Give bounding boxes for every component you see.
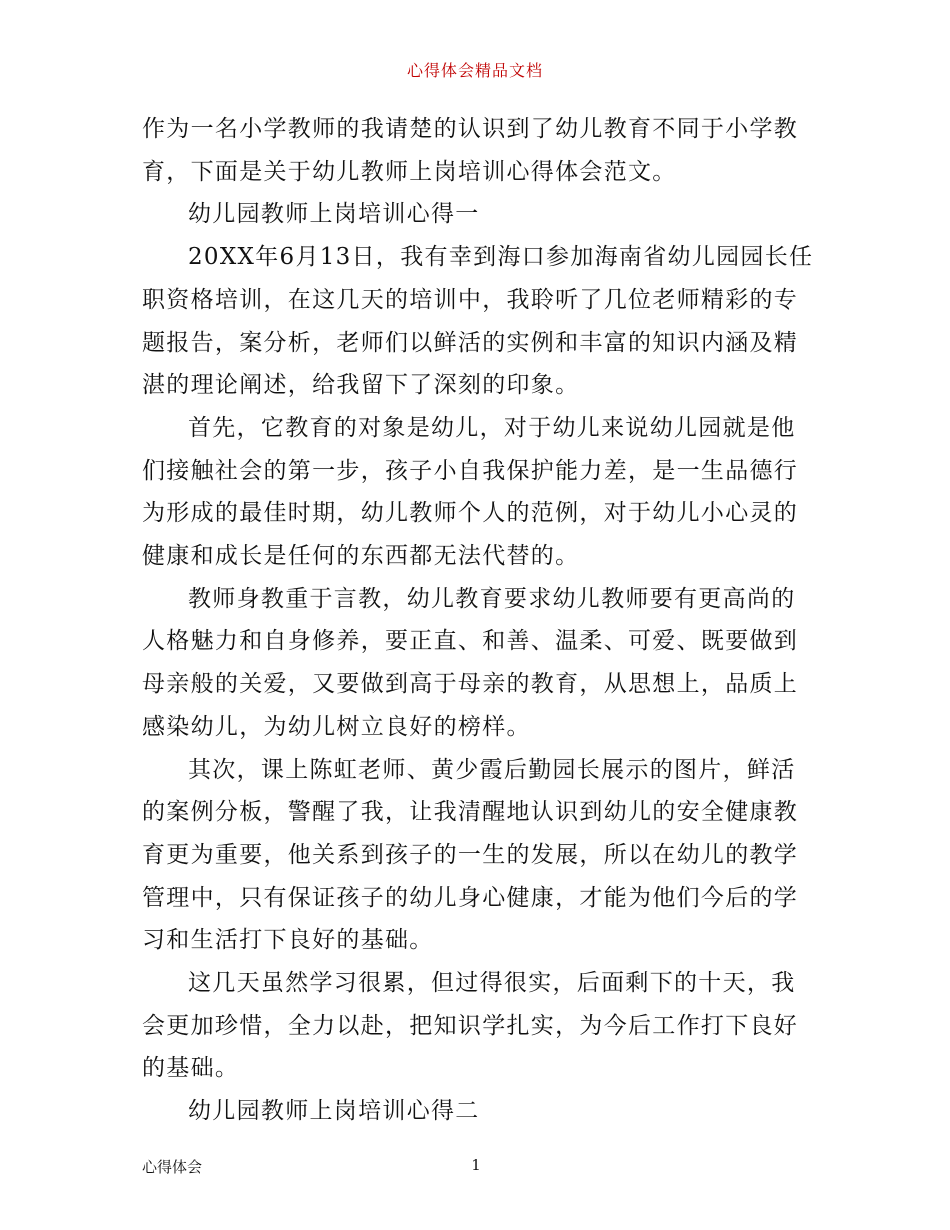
footer-label: 心得体会 — [142, 1158, 203, 1176]
body-paragraph: 首先，它教育的对象是幼儿，对于幼儿来说幼儿园就是他们接触社会的第一步，孩子小自我保护能力差，是一生品德行为形成的最佳时期，幼儿教师个人的范例，对于幼儿小心灵的健康和成长是任何的东西都无法代替的。 — [142, 414, 799, 570]
body-paragraph: 20XX年6月13日，我有幸到海口参加海南省幼儿园园长任职资格培训，在这几天的培训中，我聆听了几位老师精彩的专题报告，案分析，老师们以鲜活的实例和丰富的知识内涵及精湛的理论阐述，给我留下了深刻的印象。 — [142, 244, 814, 399]
body-paragraph: 其次，课上陈虹老师、黄少霞后勤园长展示的图片，鲜活的案例分板，警醒了我，让我清醒地认识到幼儿的安全健康教育更为重要，他关系到孩子的一生的发展，所以在幼儿的教学管理中，只有保证孩子的幼儿身心健康，才能为他们今后的学习和生活打下良好的基础。 — [142, 756, 799, 954]
page-number: 1 — [471, 1156, 481, 1174]
document-body — [142, 108, 814, 1133]
body-paragraph: 教师身教重于言教，幼儿教育要求幼儿教师要有更高尚的人格魅力和自身修养，要正直、和善、温柔、可爱、既要做到母亲般的关爱，又要做到高于母亲的教育，从思想上，品质上感染幼儿，为幼儿树立良好的榜样。 — [142, 585, 799, 740]
body-paragraph: 这几天虽然学习很累，但过得很实，后面剩下的十天，我会更加珍惜，全力以赴，把知识学扎实，为今后工作打下良好的基础。 — [142, 970, 799, 1082]
section-heading-two: 幼儿园教师上岗培训心得二 — [188, 1098, 480, 1125]
document-header-title: 心得体会精品文档 — [406, 61, 543, 80]
section-heading-one: 幼儿园教师上岗培训心得一 — [188, 201, 480, 228]
intro-paragraph: 作为一名小学教师的我请楚的认识到了幼儿教育不同于小学教育，下面是关于幼儿教师上岗培训心得体会范文。 — [142, 116, 799, 185]
